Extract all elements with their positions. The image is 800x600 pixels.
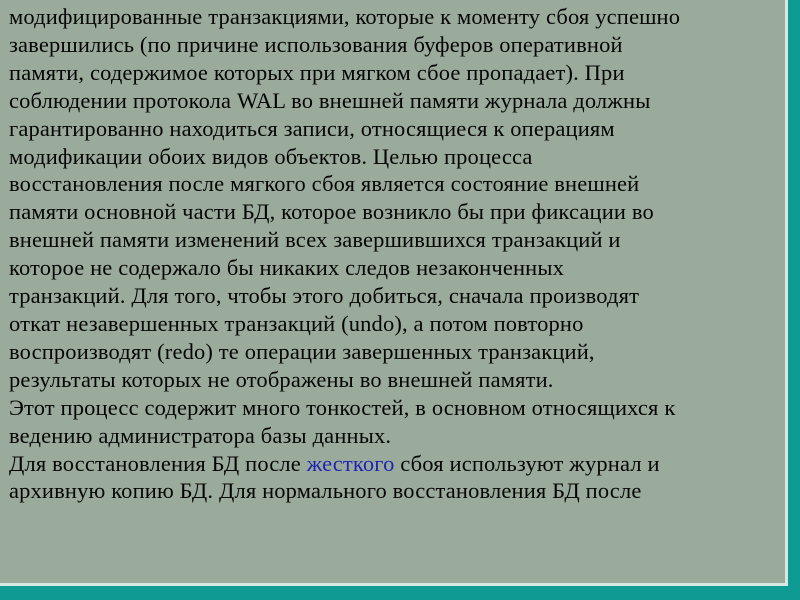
text-line-14: результаты которых не отображены во внешней памяти. bbox=[9, 366, 554, 392]
text-line-13: воспроизводят (redo) те операции завершенных транзакций, bbox=[9, 338, 595, 364]
text-line-5: гарантированно находиться записи, относящиеся к операциям bbox=[9, 115, 615, 141]
text-line-16: ведению администратора базы данных. bbox=[9, 422, 392, 448]
text-line-18: архивную копию БД. Для нормального восстановления БД после bbox=[9, 478, 642, 504]
text-line-17-before: Для восстановления БД после bbox=[9, 450, 307, 476]
text-line-8: памяти основной части БД, которое возникло бы при фиксации во bbox=[9, 199, 654, 225]
slide-body-text bbox=[9, 3, 784, 505]
text-line-6: модификации обоих видов объектов. Целью процесса bbox=[9, 143, 533, 169]
text-line-3: памяти, содержимое которых при мягком сбое пропадает). При bbox=[9, 59, 625, 85]
highlighted-term: жесткого bbox=[306, 450, 395, 476]
text-line-15: Этот процесс содержит много тонкостей, в основном относящихся к bbox=[9, 394, 676, 420]
text-line-7: восстановления после мягкого сбоя является состояние внешней bbox=[9, 171, 640, 197]
text-line-1: модифицированные транзакциями, которые к моменту сбоя успешно bbox=[9, 4, 681, 29]
text-line-11: транзакций. Для того, чтобы этого добиться, сначала производят bbox=[9, 283, 640, 309]
text-line-4: соблюдении протокола WAL во внешней памяти журнала должны bbox=[9, 87, 651, 113]
text-line-12: откат незавершенных транзакций (undo), а потом повторно bbox=[9, 310, 584, 336]
text-line-10: которое не содержало бы никаких следов незаконченных bbox=[9, 255, 565, 281]
text-line-9: внешней памяти изменений всех завершившихся транзакций и bbox=[9, 227, 621, 253]
text-line-2: завершились (по причине использования буферов оперативной bbox=[9, 31, 623, 57]
text-line-17 bbox=[9, 450, 784, 478]
text-line-17-after: сбоя используют журнал и bbox=[394, 450, 660, 476]
